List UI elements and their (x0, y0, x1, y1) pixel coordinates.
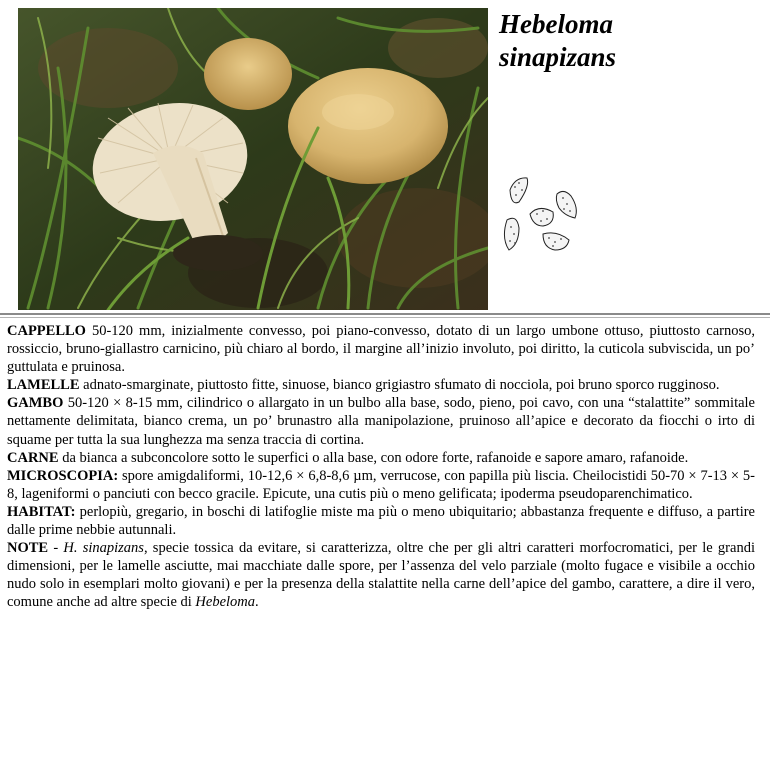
spore-1 (510, 178, 528, 203)
section-lamelle (7, 376, 755, 394)
section-gambo (7, 394, 755, 448)
species-title (499, 8, 759, 74)
section-note (7, 539, 755, 611)
section-cappello (7, 322, 755, 376)
divider-line-thin (0, 317, 770, 318)
note-dash: - (48, 540, 64, 557)
section-body: da bianca a subconcolore sotto le superfici o alla base, con odore forte, rafanoide e sapore amaro, rafanoide. (58, 449, 689, 466)
section-body: 50-120 mm, inizialmente convesso, poi piano-convesso, dotato di un largo umbone ottuso, piuttosto carnoso, rossiccio, bruno-giallastro carnicino, più chiaro al bordo, il margine all’inizio involuto, poi diritto, la cuticola subviscida, un po’ guttulata e pruinosa. (7, 323, 755, 376)
section-body: spore amigdaliformi, 10-12,6 × 6,8-8,6 µm, verrucose, con papilla più liscia. Cheilocistidi 50-70 × 7-13 × 5-8, lageniformi o panciuti con becco gracile. Epicute, una cutis più o meno gelificata; ipoderma pseudoparenchimatico. (7, 467, 755, 502)
note-species-ref: H. sinapizans (63, 540, 144, 557)
section-label: CARNE (7, 449, 59, 466)
title-species: sinapizans (499, 42, 617, 72)
section-label: CAPPELLO (7, 323, 86, 339)
spore-illustration (497, 172, 587, 258)
section-body: , specie tossica da evitare, si caratterizza, oltre che per gli altri caratteri morfocromatici, per le grandi dimensioni, per le lamelle asciutte, mai macchiate dalle spore, per l’assenza del velo parziale (molto fugace e visibile a occhio nudo solo in esemplari molto giovani) e per la presenza della stalattite nella carne dell’apice del gambo, carattere, a dire il vero, comune anche ad altre specie di (7, 540, 755, 611)
section-body: 50-120 × 8-15 mm, cilindrico o allargato in un bulbo alla base, sodo, pieno, poi cavo, con una “stalattite” sommitale nettamente delimitata, bianco crema, un po’ brunastro alla manipolazione, pruinoso all’apice e decorato da fiocchi o irto di squame per tutta la sua lunghezza ma senza traccia di cortina. (7, 395, 755, 448)
spore-5 (543, 233, 569, 250)
section-body: adnato-smarginate, piuttosto fitte, sinuose, bianco grigiastro sfumato di nocciola, poi bruno sporco rugginoso. (79, 377, 720, 394)
section-label: MICROSCOPIA: (7, 467, 119, 484)
section-carne (7, 449, 755, 467)
section-label: HABITAT: (7, 503, 76, 520)
section-habitat (7, 503, 755, 539)
note-end: . (255, 594, 259, 611)
section-microscopia (7, 467, 755, 503)
section-label: LAMELLE (7, 377, 80, 394)
spore-3 (556, 191, 576, 218)
mushroom-photo (18, 8, 488, 310)
note-genus-ref: Hebeloma (195, 594, 256, 611)
section-label: GAMBO (7, 395, 64, 412)
section-body: perlopiù, gregario, in boschi di latifoglie miste ma più o meno ubiquitario; abbastanza frequente e diffuso, a partire dalle prime nebbie autunnali. (7, 503, 755, 539)
mushroom-photo-illustration (18, 8, 488, 310)
description-text (7, 322, 755, 612)
spore-4 (504, 218, 519, 250)
section-label: NOTE (7, 540, 49, 557)
title-genus: Hebeloma (499, 9, 613, 39)
divider-line (0, 313, 770, 315)
spore-2 (530, 208, 553, 226)
spore-drawings (497, 172, 587, 258)
